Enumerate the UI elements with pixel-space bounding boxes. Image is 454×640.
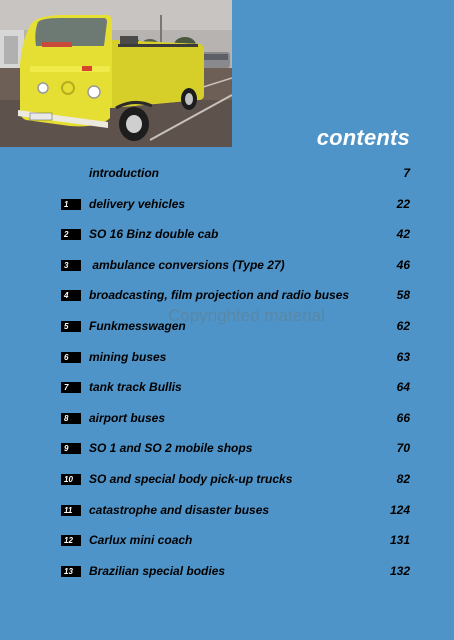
toc-label: Funkmesswagen xyxy=(89,319,186,333)
toc-page-number: 22 xyxy=(396,196,410,211)
yellow-vw-bus-photo xyxy=(0,0,232,147)
toc-row-introduction[interactable] xyxy=(0,160,454,188)
toc-label: SO and special body pick-up trucks xyxy=(89,472,293,486)
toc-label: introduction xyxy=(89,166,159,180)
toc-label: ambulance conversions (Type 27) xyxy=(89,257,285,272)
toc-label: SO 16 Binz double cab xyxy=(89,227,219,242)
toc-page-number: 66 xyxy=(396,410,410,425)
toc-row-11[interactable] xyxy=(0,497,454,525)
toc-page-number: 46 xyxy=(396,257,410,272)
chapter-number-box: 13 xyxy=(61,566,81,577)
toc-page-number: 58 xyxy=(396,288,410,303)
toc-label: delivery vehicles xyxy=(89,196,186,211)
toc-label: Carlux mini coach xyxy=(89,533,193,548)
chapter-number-box: 1 xyxy=(61,199,81,210)
page-title: contents xyxy=(316,125,410,150)
toc-label: mining buses xyxy=(89,349,167,364)
chapter-number-box: 10 xyxy=(61,474,81,485)
chapter-number-box: 3 xyxy=(61,260,81,271)
toc-row-3[interactable] xyxy=(0,252,454,280)
toc-label: SO 1 and SO 2 mobile shops xyxy=(89,441,253,456)
toc-label: tank track Bullis xyxy=(89,380,182,395)
copyright-watermark: Copyrighted material xyxy=(168,306,325,325)
toc-page-number: 70 xyxy=(396,441,410,456)
cover-photo xyxy=(0,0,232,147)
toc-page-number: 7 xyxy=(403,166,410,180)
chapter-number-box: 11 xyxy=(61,505,81,516)
chapter-number-box: 9 xyxy=(61,443,81,454)
chapter-number-box: 12 xyxy=(61,535,81,546)
toc-row-1[interactable] xyxy=(0,191,454,219)
toc-page-number: 63 xyxy=(396,349,410,364)
toc-row-10[interactable] xyxy=(0,466,454,494)
toc-page-number: 42 xyxy=(396,227,410,242)
toc-page-number: 131 xyxy=(389,533,410,548)
toc-page-number: 82 xyxy=(396,472,410,486)
toc-row-2[interactable] xyxy=(0,221,454,249)
chapter-number-box: 6 xyxy=(61,352,81,363)
chapter-number-box: 5 xyxy=(61,321,81,332)
toc-label: catastrophe and disaster buses xyxy=(89,502,270,517)
chapter-number-box: 7 xyxy=(61,382,81,393)
toc-row-12[interactable] xyxy=(0,527,454,555)
chapter-number-box: 4 xyxy=(61,290,81,301)
toc-row-7[interactable] xyxy=(0,374,454,402)
chapter-number-box: 2 xyxy=(61,229,81,240)
toc-page-number: 64 xyxy=(396,380,410,395)
toc-row-6[interactable] xyxy=(0,344,454,372)
chapter-number-box: 8 xyxy=(61,413,81,424)
toc-page-number: 62 xyxy=(396,319,410,333)
toc-page-number: 132 xyxy=(389,563,410,578)
toc-row-5[interactable] xyxy=(0,313,454,341)
toc-row-8[interactable] xyxy=(0,405,454,433)
toc-page-number: 124 xyxy=(389,502,410,517)
toc-row-13[interactable] xyxy=(0,558,454,586)
toc-label: airport buses xyxy=(89,410,166,425)
toc-label: broadcasting, film projection and radio buses xyxy=(89,288,350,303)
toc-label: Brazilian special bodies xyxy=(89,563,226,578)
toc-row-4[interactable] xyxy=(0,282,454,310)
toc-row-9[interactable] xyxy=(0,435,454,463)
